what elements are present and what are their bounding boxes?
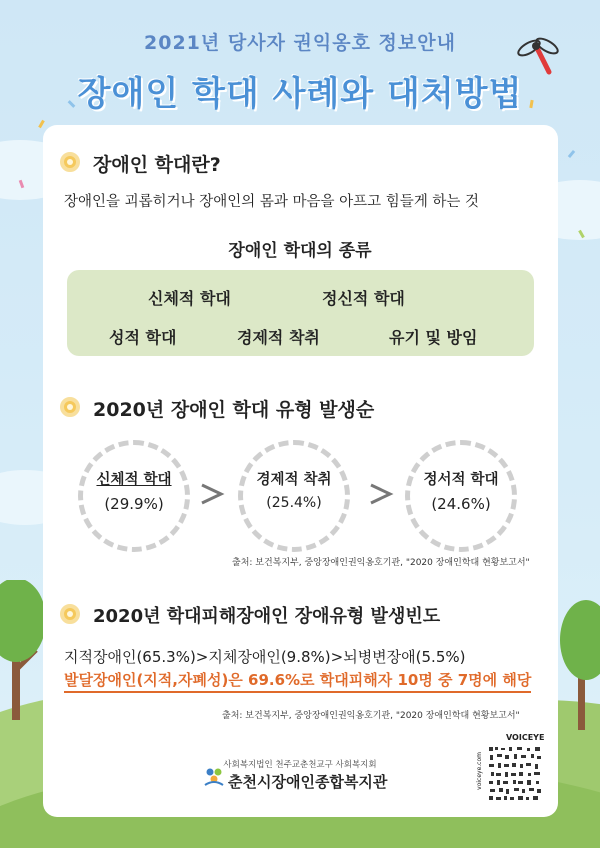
disability-stats-line: 지적장애인(65.3%)>지체장애인(9.8%)>뇌병변장애(5.5%) [64, 648, 466, 666]
definition-text: 장애인을 괴롭히거나 장애인의 몸과 마음을 아프고 힘들게 하는 것 [64, 194, 480, 210]
rank-2-label: 경제적 착취 [256, 472, 332, 488]
rank-2-pct: (25.4%) [266, 495, 322, 511]
org-logo-icon [203, 766, 225, 788]
bullet-icon [60, 397, 80, 417]
header-title: 장애인 학대 사례와 대처방법 [77, 74, 523, 114]
type-mental: 정신적 학대 [322, 289, 405, 308]
section2-source: 출처: 보건복지부, 중앙장애인권익옹호기관, "2020 장애인학대 현황보고서" [232, 558, 530, 568]
section1-title: 장애인 학대란? [93, 154, 221, 176]
rank-3-pct: (24.6%) [431, 495, 491, 513]
header-subtitle: 2021년 당사자 권익옹호 정보안내 [144, 32, 456, 54]
type-neglect: 유기 및 방임 [389, 328, 478, 347]
confetti [568, 150, 575, 158]
rank-1-label: 신체적 학대 [96, 472, 172, 488]
rank-3-label: 정서적 학대 [423, 472, 499, 488]
section3-title: 2020년 학대피해장애인 장애유형 발생빈도 [93, 606, 441, 627]
section3-source: 출처: 보건복지부, 중앙장애인권익옹호기관, "2020 장애인학대 현황보고서" [222, 711, 520, 721]
org-name: 춘천시장애인종합복지관 [228, 773, 388, 791]
section2-title: 2020년 장애인 학대 유형 발생순 [93, 399, 375, 421]
bullet-icon [60, 152, 80, 172]
type-physical: 신체적 학대 [148, 289, 231, 308]
dragonfly-icon [515, 34, 561, 80]
bullet-icon [60, 604, 80, 624]
voiceye-label: VOICEYE [506, 733, 545, 742]
voiceye-code-icon[interactable] [487, 745, 544, 802]
developmental-stats-line: 발달장애인(지적,자폐성)은 69.6%로 학대피해자 10명 중 7명에 해당 [64, 669, 531, 693]
type-sexual: 성적 학대 [109, 328, 177, 347]
confetti [38, 120, 45, 128]
voiceye-url: voiceye.com [476, 752, 483, 790]
type-economic: 경제적 착취 [237, 328, 320, 347]
rank-1-pct: (29.9%) [104, 495, 164, 513]
org-parent-name: 사회복지법인 천주교춘천교구 사회복지회 [223, 760, 377, 770]
chevron-right-icon [199, 481, 225, 507]
types-title: 장애인 학대의 종류 [228, 241, 372, 261]
